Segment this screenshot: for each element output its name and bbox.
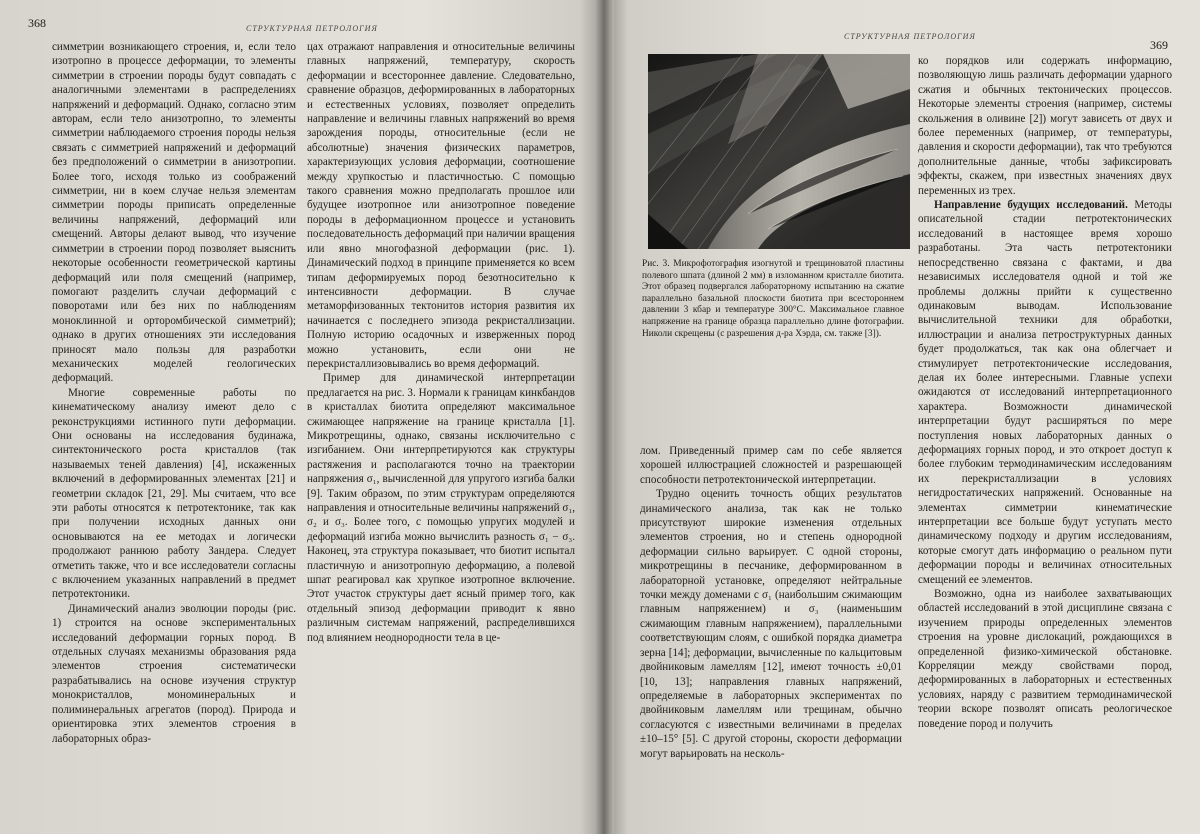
paragraph: цах отражают направления и относительные величины главных напряжений, температуру, скорость деформации и всестороннее давление. Следовательно, сравнение образцов, деформированных в лабораторных и естественных условиях, позволяет определить направление и величины главных напряжений во время зарождения породы, относительные (если не абсолютные) значения физических параметров, характеризующих условия деформации, соотношение между хрупкостью и пластичностью. С помощью такого сравнения можно предполагать прошлое или будущее изотропное или анизотропное поведение породы в деформационном процессе и установить последовательность деформаций при наличии вращения или явно многофазной деформации (рис. 1). Динамический подход в принципе применяется ко всем типам деформируемых пород безотносительно к интенсивности деформации. В случае метаморфизованных тектонитов история развития их начинается с последнего эпизода рекристаллизации. Полную историю осадочных и изверженных пород можно установить, если они не перекристаллизовывались во время деформаций. bbox=[307, 41, 575, 370]
section-heading: Направление будущих исследований. bbox=[934, 199, 1128, 212]
micrograph-figure bbox=[648, 54, 910, 249]
right-column-1 bbox=[640, 444, 902, 761]
paragraph: Многие современные работы по кинематическому анализу имеют дело с реконструкциями истинного пути деформации. Они основаны на исследования будинажа, синтектонического роста кристаллов (так называемых теней давления) [4], искаженных включений в деформированных элементах [21] и геометрии складок [21, 29]. Мы считаем, что все эти работы относятся к петротектонике, так как при получении исходных данных они основываются на ее методах и логически продолжают раннюю работу Зандера. Следует отметить также, что и все исследователи согласны с включением указанных направлений в предмет петротектоники. bbox=[52, 386, 296, 601]
page-number-left: 368 bbox=[28, 16, 46, 30]
paragraph: ко порядков или содержать информацию, позволяющую лишь различать деформации ударного сжатия и обычных тектонических процессов. Некоторые элементы строения (например, системы скольжения в оливине [2]) могут зависеть от двух и более переменных (например, от температуры, давления и скорости деформации), так что требуются дополнительные данные, чтобы зафиксировать эффекты, скажем, при известных значениях двух переменных из трех. bbox=[918, 55, 1172, 197]
paragraph: Трудно оценить точность общих результатов динамического анализа, так как не только присутствуют широкие изменения отдельных элементов строения, но и степень однородной деформации сильно варьирует. С одной стороны, микротрещины в песчанике, деформированном в лабораторной установке, определяют нейтральные точки между доменами с σ₁ (наибольшим сжимающим главным напряжением) и σ₃ (наименьшим сжимающим главным напряжением), параллельными соответствующим слоям, с ошибкой порядка диаметра зерна [14]; деформации, вычисленные по кальцитовым двойниковым ламеллям [12], имеют точность ±0,01 [10, 13]; направления главных напряжений, определяемые в лабораторных экспериментах по двойниковым ламеллям или трещинам, обычно согласуются с известными величинами в пределах ±10–15° [5]. С другой стороны, скорости деформации могут варьировать на несколь- bbox=[640, 488, 902, 760]
running-head-right: СТРУКТУРНАЯ ПЕТРОЛОГИЯ bbox=[844, 32, 976, 41]
figure-caption: Рис. 3. Микрофотография изогнутой и трещиноватой пластины полевого шпата (длиной 2 мм) в изломанном кристалле биотита. Этот образец подвергался лабораторному испытанию на сжатие параллельно базальной плоскости биотита при всестороннем давлении 3 кбар и температуре 300°С. Максимальное главное напряжение на границе образца параллельно длине фотографии. Николи скрещены (с разрешения д-ра Хэрда, см. также [3]). bbox=[642, 259, 904, 339]
paragraph: Пример для динамической интерпретации предлагается на рис. 3. Нормали к границам кинкбандов в кристаллах биотита определяют максимальное сжимающее напряжение на границе кристалла [1]. Микротрещины, однако, связаны исключительно с изгибанием. Они интерпретируются как структуры растяжения и располагаются точно на траектории напряжения σ₁, вычисленной для упругого изгиба балки [9]. Таким образом, по этим структурам определяются направления и относительные величины напряжений σ₁, σ₂ и σ₃. Более того, с помощью упругих модулей и деформаций изгиба можно вычислить разность σ₁ − σ₃. Наконец, эта структура показывает, что биотит испытал пластичную и анизотропную деформацию, а полевой шпат реагировал как хрупкое изотропное включение. Этот участок структуры дает ясный пример того, как отдельный эпизод деформации приводит к явно различным системам напряжений, распределившихся под влиянием неоднородности тела в це- bbox=[307, 372, 575, 644]
left-column-1 bbox=[52, 40, 296, 746]
micrograph-image bbox=[648, 54, 910, 249]
left-column-2 bbox=[307, 40, 575, 645]
page-number-right: 369 bbox=[1150, 38, 1168, 52]
book-gutter bbox=[596, 0, 614, 834]
running-head-left: СТРУКТУРНАЯ ПЕТРОЛОГИЯ bbox=[246, 24, 378, 33]
paragraph: Возможно, одна из наиболее захватывающих областей исследований в этой дисциплине связана с изучением природы определенных элементов строения на уровне дислокаций, рождающихся в определенной физико-химической обстановке. Корреляции между свойствами пород, деформированных в лабораторных и естественных условиях, наряду с развитием термодинамической теории вскоре позволят описать реологическое поведение пород и получить bbox=[918, 588, 1172, 730]
paragraph-text: Методы описательной стадии петротектонических исследований в настоящее время хорошо разработаны. Эта часть петротектоники непосредственно связана с фактами, и два независимых исследователя одной и той же проблемы должны прийти к существенно одинаковым выводам. Использование вычислительной техники для обработки, иллюстрации и анализа петроструктурных данных будет продолжаться, так как она облегчает и стимулирует петротектонические исследования, делая их более интересными. Главные успехи ожидаются от исследований интерпретационного характера. Возможности динамической интерпретации будут расширяться по мере поступления новых лабораторных данных о деформациях горных пород, и это откроет доступ к более глубоким термодинамическим исследованиям их перекристаллизации в условиях негидростатических напряжений. Основанные на элементах симметрии кинематические интерпретации все больше будут уступать место динамическому подходу и другим исследованиям, которые смогут дать информацию о реальном пути деформации породы и величинах относительных смещений ее элементов. bbox=[918, 199, 1172, 586]
right-column-2 bbox=[918, 54, 1172, 731]
paragraph: Динамический анализ эволюции породы (рис. 1) строится на основе экспериментальных исследований деформации горных пород. В отдельных случаях механизмы образования ряда элементов строения систематически разрабатывались на основе изучения структур монокристаллов, мономинеральных и полиминеральных агрегатов (пород). Природа и ориентировка этих элементов строения в лабораторных образ- bbox=[52, 602, 296, 745]
paragraph: лом. Приведенный пример сам по себе является хорошей иллюстрацией сложностей и разрешающей способности петротектонической интерпретации. bbox=[640, 445, 902, 486]
paragraph: симметрии возникающего строения, и, если тело изотропно в процессе деформации, то элементы симметрии в строении породы будут совпадать с аналогичными элементами в распределениях напряжений и деформаций. Однако, согласно этим авторам, если тело анизотропно, то элементы симметрии наблюдаемого строения породы нельзя связать с симметрией напряжений и деформаций без предположений о симметрии в анизотропии. Более того, исходя только из соображений симметрии, ни в коем случае нельзя элементам симметрии породы приписать определенные величины напряжений, деформаций или смещений. Авторы делают вывод, что изучение симметрии в строении пород позволяет выяснить некоторые особенности геометрической картины деформаций или поля смещений (например, помогают разделить случаи деформаций с поворотами или без них по наблюдениям моноклинной и орторомбической симметрий); однако в других отношениях эти исследования приносят мало пользы для разработки механических моделей геологических деформаций. bbox=[52, 41, 296, 385]
section-paragraph bbox=[918, 198, 1172, 587]
